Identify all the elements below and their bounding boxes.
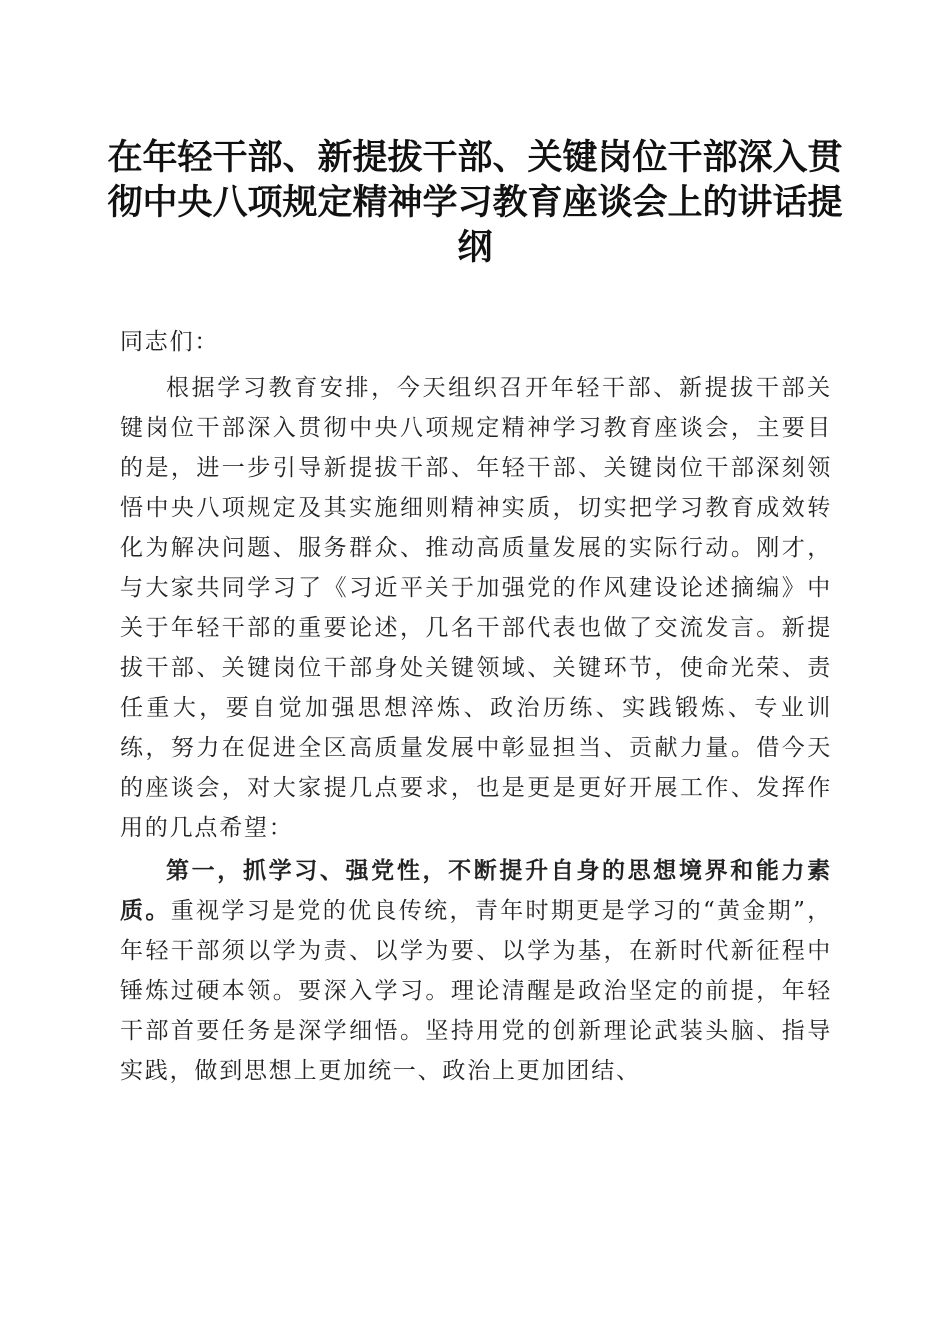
paragraph-intro [120,368,832,848]
paragraph-text: 根据学习教育安排，今天组织召开年轻干部、新提拔干部关键岗位干部深入贯彻中央八项规定精神学习教育座谈会，主要目的是，进一步引导新提拔干部、年轻干部、关键岗位干部深刻领悟中央八项规定及其实施细则精神实质，切实把学习教育成效转化为解决问题、服务群众、推动高质量发展的实际行动。刚才，与大家共同学习了《习近平关于加强党的作风建设论述摘编》中关于年轻干部的重要论述，几名干部代表也做了交流发言。新提拔干部、关键岗位干部身处关键领域、关键环节，使命光荣、责任重大，要自觉加强思想淬炼、政治历练、实践锻炼、专业训练，努力在促进全区高质量发展中彰显担当、贡献力量。借今天的座谈会，对大家提几点要求，也是更是更好开展工作、发挥作用的几点希望： [120,375,832,841]
document-body [120,322,832,1091]
paragraph-lead: 第一，抓学习、强党性，不断提升自身的思想境界和能力素质。 [120,857,832,924]
paragraph-point-one [120,851,832,1091]
paragraph-text: 重视学习是党的优良传统，青年时期更是学习的“黄金期”，年轻干部须以学为责、以学为要、以学为基，在新时代新征程中锤炼过硬本领。要深入学习。理论清醒是政治坚定的前提，年轻干部首要任务是深学细悟。坚持用党的创新理论武装头脑、指导实践，做到思想上更加统一、政治上更加团结、 [120,898,832,1084]
salutation: 同志们： [120,329,220,355]
document-title: 在年轻干部、新提拔干部、关键岗位干部深入贯彻中央八项规定精神学习教育座谈会上的讲话提纲 [107,137,843,268]
